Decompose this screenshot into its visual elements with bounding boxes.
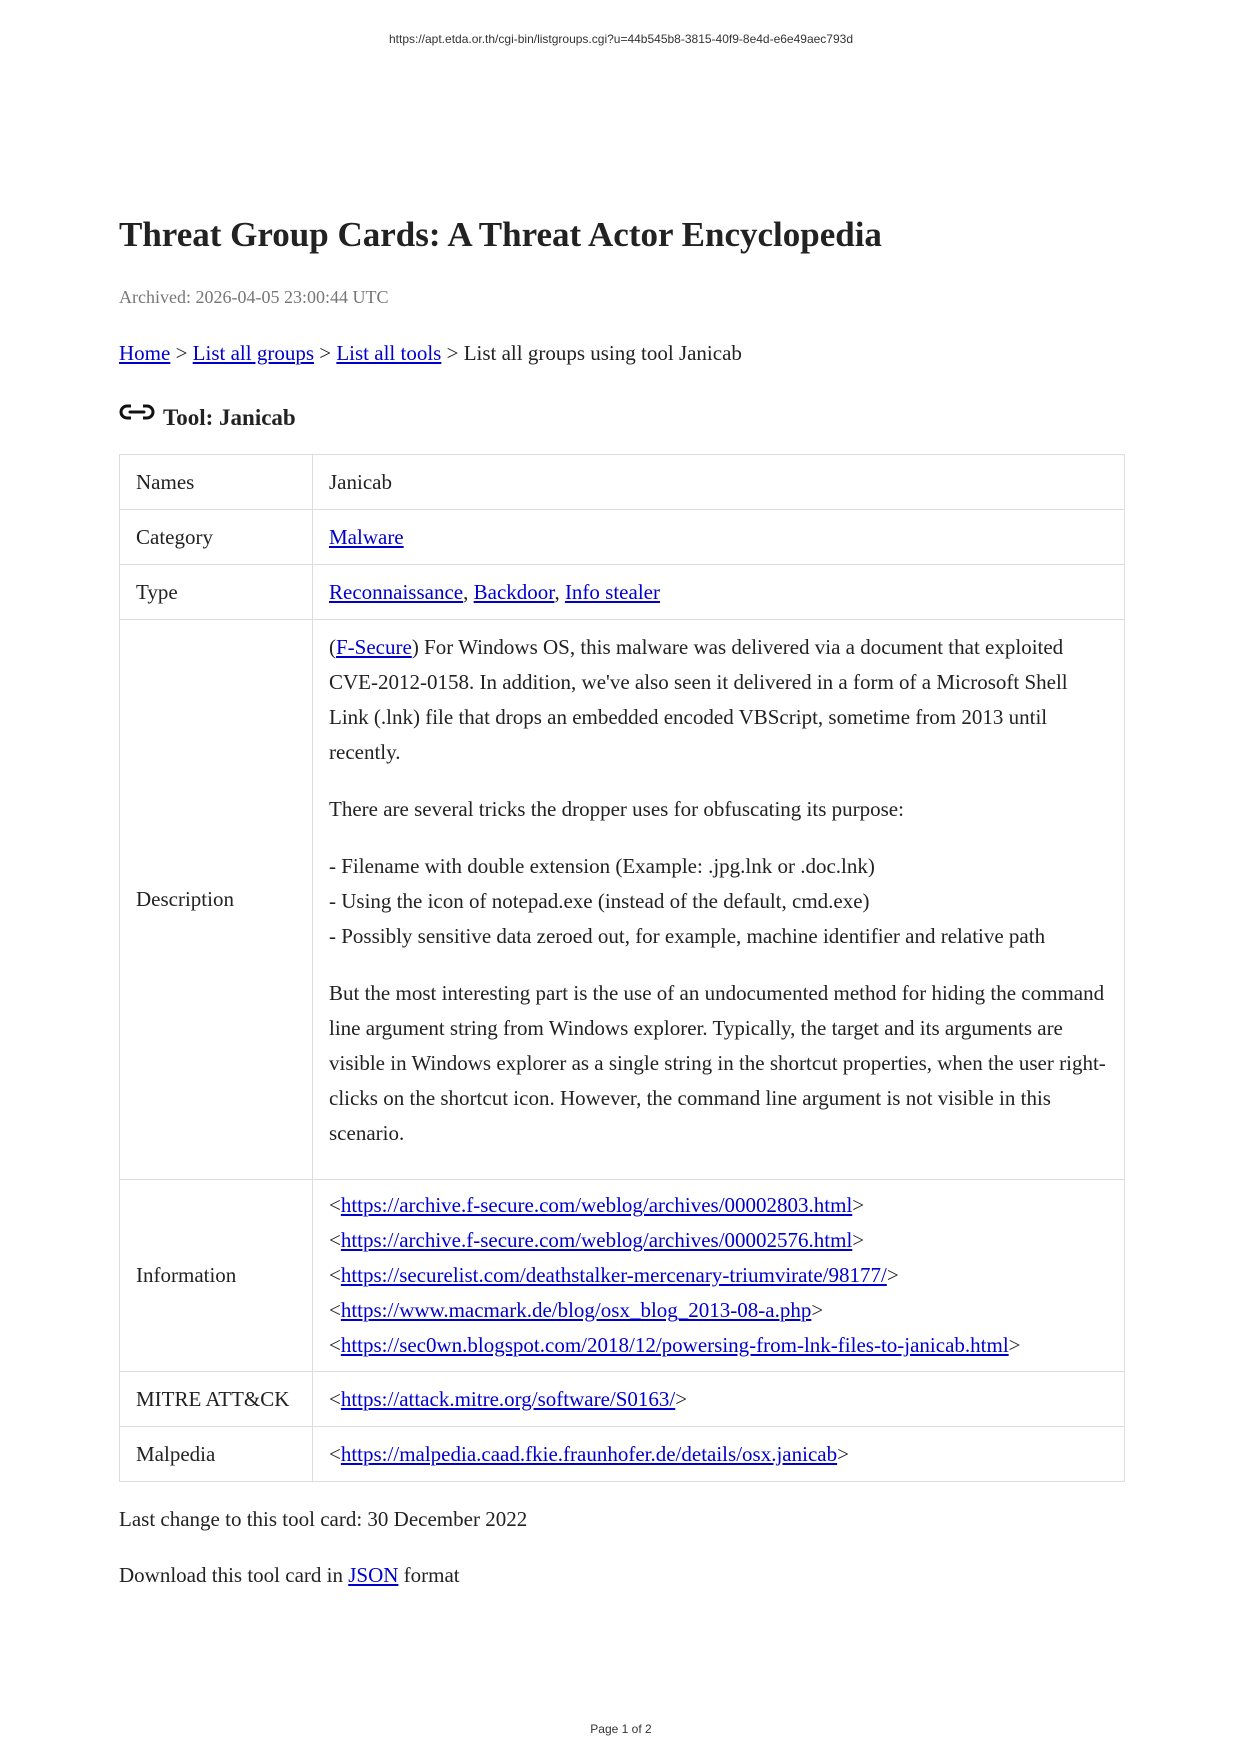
f-secure-link[interactable]: F-Secure — [336, 635, 412, 659]
description-paragraph: But the most interesting part is the use of an undocumented method for hiding the command line argument string from Windows explorer. Typically, the target and its arguments are visible in Windows explorer as a single string in the shortcut properties, when the user right-clicks on the shortcut icon. However, the command line argument is not visible in this scenario. — [329, 981, 1106, 1145]
tool-details-table — [119, 454, 1125, 1482]
type-reconnaissance-link[interactable]: Reconnaissance — [329, 579, 464, 604]
description-bullets — [329, 849, 1108, 954]
type-value — [313, 565, 1125, 620]
download-line — [119, 1560, 1124, 1590]
type-separator: , — [463, 579, 474, 604]
list-item — [329, 1258, 1108, 1293]
info-link[interactable]: https://archive.f-secure.com/weblog/archives/00002803.html — [340, 1193, 853, 1217]
description-paragraph — [329, 630, 1108, 770]
table-row — [120, 565, 1125, 620]
link-icon — [119, 400, 155, 430]
table-row — [120, 1180, 1125, 1372]
angle-open: < — [329, 1228, 341, 1252]
table-row — [120, 455, 1125, 510]
angle-close: > — [852, 1228, 865, 1252]
breadcrumb-list-groups-link[interactable]: List all groups — [192, 341, 314, 365]
description-paragraph: There are several tricks the dropper uses for obfuscating its purpose: — [329, 797, 904, 821]
description-value — [313, 620, 1125, 1180]
json-download-link[interactable]: JSON — [348, 1563, 399, 1587]
angle-open: < — [329, 1333, 341, 1357]
type-info-stealer-link[interactable]: Info stealer — [564, 579, 660, 604]
names-value: Janicab — [313, 455, 1125, 510]
page-number: Page 1 of 2 — [590, 1722, 652, 1736]
information-value — [313, 1180, 1125, 1372]
category-value — [313, 510, 1125, 565]
list-item: - Using the icon of notepad.exe (instead of the default, cmd.exe) — [329, 889, 870, 913]
breadcrumb-current: List all groups using tool Janicab — [463, 341, 742, 365]
table-row — [120, 620, 1125, 1180]
type-backdoor-link[interactable]: Backdoor — [473, 579, 555, 604]
archived-timestamp: Archived: 2026-04-05 23:00:44 UTC — [119, 287, 389, 307]
paren-open: ( — [329, 635, 336, 659]
malpedia-link[interactable]: https://malpedia.caad.fkie.fraunhofer.de/details/osx.janicab — [340, 1441, 838, 1466]
type-separator: , — [554, 579, 565, 604]
angle-close: > — [811, 1298, 824, 1322]
tool-heading-text: Tool: Janicab — [163, 405, 296, 430]
list-item — [329, 1188, 1108, 1223]
angle-close: > — [852, 1193, 865, 1217]
list-item — [329, 1223, 1108, 1258]
mitre-label: MITRE ATT&CK — [120, 1372, 313, 1427]
type-label: Type — [120, 565, 313, 620]
breadcrumb-separator: > — [441, 341, 464, 365]
malpedia-label: Malpedia — [120, 1427, 313, 1482]
breadcrumb-separator: > — [314, 341, 337, 365]
angle-close: > — [675, 1386, 688, 1411]
angle-open: < — [329, 1386, 341, 1411]
description-text: ) For Windows OS, this malware was delivered via a document that exploited CVE-2012-0158. In addition, we've also seen it delivered in a form of a Microsoft Shell Link (.lnk) file that drops an embedded encoded VBScript, sometime from 2013 until recently. — [329, 635, 1068, 764]
table-row — [120, 1427, 1125, 1482]
angle-close: > — [886, 1263, 899, 1287]
tool-heading — [119, 402, 1124, 434]
description-label: Description — [120, 620, 313, 1180]
download-suffix: format — [398, 1563, 460, 1587]
info-link[interactable]: https://securelist.com/deathstalker-mercenary-triumvirate/98177/ — [340, 1263, 887, 1287]
angle-open: < — [329, 1441, 341, 1466]
angle-close: > — [837, 1441, 849, 1466]
category-malware-link[interactable]: Malware — [329, 524, 404, 549]
angle-open: < — [329, 1193, 341, 1217]
angle-open: < — [329, 1298, 341, 1322]
table-row — [120, 510, 1125, 565]
list-item: - Filename with double extension (Example: .jpg.lnk or .doc.lnk) — [329, 854, 875, 878]
information-label: Information — [120, 1180, 313, 1372]
table-row — [120, 1372, 1125, 1427]
angle-close: > — [1008, 1333, 1021, 1357]
list-item — [329, 1328, 1108, 1363]
page-title: Threat Group Cards: A Threat Actor Encyclopedia — [119, 215, 882, 254]
mitre-value — [313, 1372, 1125, 1427]
category-label: Category — [120, 510, 313, 565]
names-label: Names — [120, 455, 313, 510]
list-item: - Possibly sensitive data zeroed out, for example, machine identifier and relative path — [329, 924, 1046, 948]
mitre-link[interactable]: https://attack.mitre.org/software/S0163/ — [340, 1386, 676, 1411]
info-link[interactable]: https://sec0wn.blogspot.com/2018/12/powersing-from-lnk-files-to-janicab.html — [340, 1333, 1009, 1357]
malpedia-value — [313, 1427, 1125, 1482]
breadcrumb-list-tools-link[interactable]: List all tools — [336, 341, 442, 365]
download-prefix: Download this tool card in — [119, 1563, 349, 1587]
info-link[interactable]: https://www.macmark.de/blog/osx_blog_2013-08-a.php — [340, 1298, 812, 1322]
last-change-text: Last change to this tool card: 30 December 2022 — [119, 1507, 528, 1531]
breadcrumb-home-link[interactable]: Home — [119, 341, 171, 365]
breadcrumb — [119, 338, 1124, 368]
list-item — [329, 1293, 1108, 1328]
angle-open: < — [329, 1263, 341, 1287]
page-url-header: https://apt.etda.or.th/cgi-bin/listgroups.cgi?u=44b545b8-3815-40f9-8e4d-e6e49aec793d — [388, 32, 853, 46]
info-link[interactable]: https://archive.f-secure.com/weblog/archives/00002576.html — [340, 1228, 853, 1252]
breadcrumb-separator: > — [170, 341, 193, 365]
main-content — [119, 210, 1124, 1590]
